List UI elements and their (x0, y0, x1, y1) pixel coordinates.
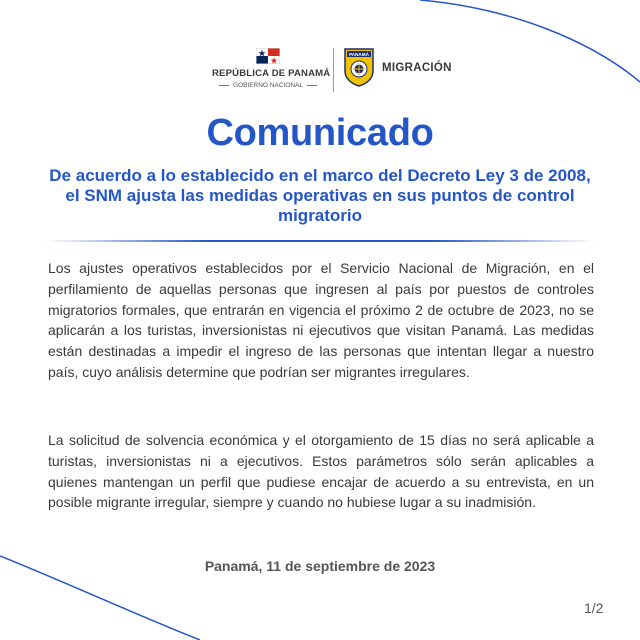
migracion-label: MIGRACIÓN (382, 62, 452, 74)
republic-name: REPÚBLICA DE PANAMÁ (212, 68, 331, 79)
divider-rule (44, 240, 596, 242)
subtitle-line-right (307, 85, 317, 86)
republic-subtitle: GOBIERNO NACIONAL (232, 82, 304, 89)
page-subtitle: De acuerdo a lo establecido en el marco del Decreto Ley 3 de 2008, el SNM ajusta las medidas operativas en sus puntos de control migratorio (49, 166, 591, 225)
republica-logo (212, 48, 331, 89)
panama-flag-icon (256, 48, 280, 64)
page-title: Comunicado (206, 112, 434, 154)
body-paragraph-1: Los ajustes operativos establecidos por el Servicio Nacional de Migración, en el perfilamiento de aquellas personas que ingresen al país por puestos de controles migratorios formales, que entrarán en vigencia el próximo 2 de octubre de 2023, no se aplicarán a los turistas, inversionistas ni ejecutivos que visitan Panamá. Las medidas están destinadas a impedir el ingreso de las personas que intentan llegar a nuestro país, cuyo análisis determine que podrían ser migrantes irregulares. (48, 260, 594, 380)
republic-subtitle-row (212, 82, 324, 89)
date-line: Panamá, 11 de septiembre de 2023 (204, 558, 436, 574)
subtitle-line-left (219, 85, 229, 86)
page-indicator: 1/2 (584, 600, 604, 616)
body-paragraph-2: La solicitud de solvencia económica y el otorgamiento de 15 días no será aplicable a turistas, inversionistas ni a ejecutivos. Estos parámetros sólo serán aplicables a quienes mantengan un perfil que pudiese encajar de acuerdo a su entrevista, en un posible migrante irregular, siempre y cuando no hubiese lugar a su inadmisión. (48, 432, 594, 511)
badge-text: PANAMÁ (349, 52, 369, 57)
logo-divider (333, 48, 334, 92)
header-logos (0, 44, 640, 100)
migracion-badge-icon (343, 47, 375, 87)
